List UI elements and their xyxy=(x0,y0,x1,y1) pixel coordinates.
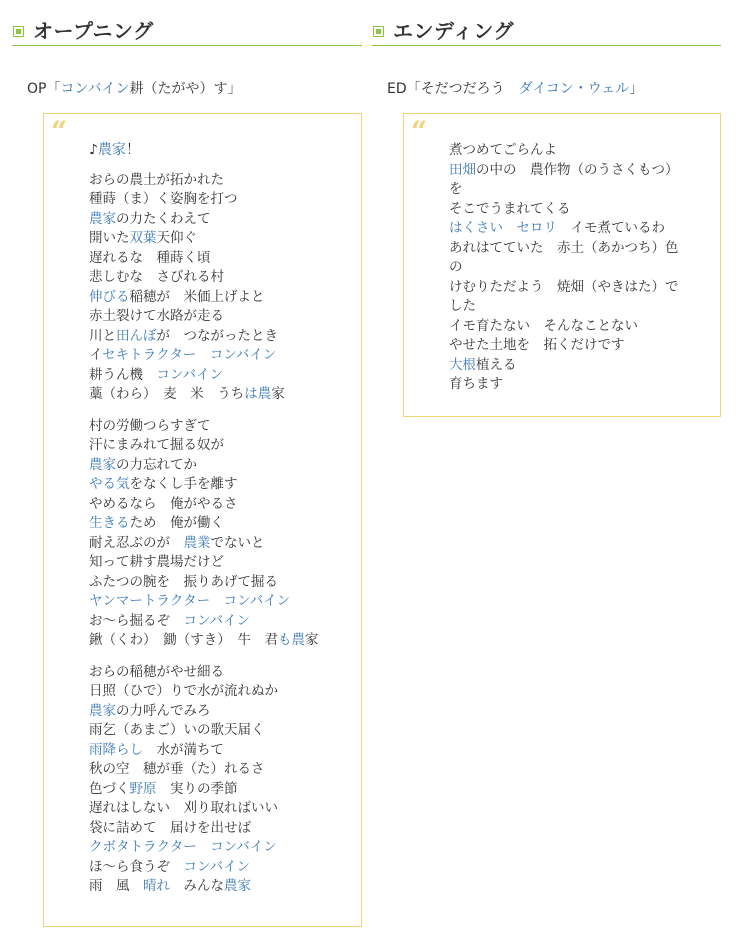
text-segment: 植える xyxy=(476,356,517,373)
lyric-line xyxy=(89,553,319,573)
highlighted-text: 田畑 xyxy=(449,161,476,178)
text-segment: 秋の空 穂が垂（た）れるさ xyxy=(89,761,265,777)
square-bullet-icon xyxy=(373,26,384,37)
highlighted-text: 田んぼ xyxy=(116,327,157,344)
ending-header xyxy=(372,0,721,46)
lyric-line xyxy=(449,336,679,356)
lyric-line xyxy=(89,760,319,780)
highlighted-text: も農 xyxy=(278,632,305,648)
text-segment: 家 xyxy=(305,632,319,648)
lyric-line xyxy=(449,180,679,200)
text-segment: ため 俺が働く xyxy=(129,515,224,531)
highlighted-text: 農家 xyxy=(89,210,116,227)
text-segment: ほ～ら食うぞ xyxy=(89,858,184,875)
text-segment: 川と xyxy=(89,327,116,344)
highlighted-text: 大根 xyxy=(449,356,476,373)
text-segment: 日照（ひで）りで水が流れぬか xyxy=(89,683,278,699)
lyric-line xyxy=(89,249,319,269)
lyric-line xyxy=(89,171,319,191)
lyric-line xyxy=(89,190,319,210)
text-segment: 汗にまみれて掘る奴が xyxy=(89,437,224,453)
text-segment: 耕うん機 xyxy=(89,366,157,383)
text-segment: を xyxy=(449,181,463,197)
highlighted-text: ダイコン・ウェル xyxy=(518,81,630,97)
text-segment: の力たくわえて xyxy=(116,210,211,227)
lyric-line xyxy=(89,819,319,839)
text-segment: 」 xyxy=(629,81,644,97)
lyric-line xyxy=(89,741,319,761)
lyric-line xyxy=(449,239,679,259)
text-segment: 遅れはしない 刈り取ればいい xyxy=(89,800,278,816)
lyric-line xyxy=(89,534,319,554)
op-lyrics-box xyxy=(43,113,362,927)
text-segment: の力呼んでみろ xyxy=(116,702,211,719)
text-segment: ♪ xyxy=(89,142,98,158)
lyric-line xyxy=(89,631,319,651)
text-segment: した xyxy=(449,298,476,314)
highlighted-text: コンバイン xyxy=(183,858,251,875)
text-segment: 雨乞（あまご）いの歌天届く xyxy=(89,722,265,738)
ed-lyrics xyxy=(449,141,679,395)
lyric-line xyxy=(449,317,679,337)
lyric-line xyxy=(89,612,319,632)
lyric-line xyxy=(89,838,319,858)
text-segment: 稲穂が 米価上げよと xyxy=(129,288,265,305)
lyric-line xyxy=(449,278,679,298)
lyric-line xyxy=(89,307,319,327)
highlighted-text: はくさい セロリ xyxy=(449,220,557,236)
square-bullet-icon xyxy=(13,26,24,37)
text-segment: が つながったとき xyxy=(156,327,278,344)
lyric-line xyxy=(89,417,319,437)
text-segment: 実りの季節 xyxy=(156,780,238,797)
text-segment: ふたつの腕を 振りあげて掘る xyxy=(89,573,278,590)
text-segment: 家 xyxy=(271,386,285,402)
highlighted-text: セキトラクター コンバイン xyxy=(102,347,277,363)
highlighted-text: 野原 xyxy=(129,780,157,797)
lyric-stanza xyxy=(89,171,319,405)
lyric-line xyxy=(89,514,319,534)
lyric-line xyxy=(89,858,319,878)
lyric-line xyxy=(89,366,319,386)
highlighted-text: 農家 xyxy=(97,142,126,158)
text-segment: みんな xyxy=(170,878,224,894)
lyric-line xyxy=(449,161,679,181)
lyric-line xyxy=(449,375,679,395)
lyric-line xyxy=(89,229,319,249)
lyric-line xyxy=(89,702,319,722)
lyric-line xyxy=(89,877,319,897)
lyric-line xyxy=(89,327,319,347)
lyric-line xyxy=(89,682,319,702)
lyric-line xyxy=(449,297,679,317)
highlighted-text: コンバイン xyxy=(156,366,224,383)
text-segment: 鍬（くわ） 鋤（すき） 牛 君 xyxy=(89,632,278,648)
lyric-line xyxy=(89,268,319,288)
text-segment: やめるなら 俺がやるさ xyxy=(89,495,238,512)
text-segment: の中の 農作物（のうさくもつ） xyxy=(476,161,679,178)
text-segment: けむりただよう 焼畑（やきはた）で xyxy=(449,278,679,295)
lyric-intro xyxy=(89,141,319,161)
lyric-line xyxy=(449,141,679,161)
text-segment: 雨 風 xyxy=(89,878,143,894)
text-segment: やせた土地を 拓くだけです xyxy=(449,337,625,353)
lyric-line xyxy=(89,573,319,593)
highlighted-text: クボタトラクター コンバイン xyxy=(89,839,277,855)
text-segment: イモ育たない そんなことない xyxy=(449,317,638,334)
lyric-line xyxy=(89,346,319,366)
ed-lyrics-box xyxy=(403,113,721,417)
highlighted-text: コンバイン xyxy=(60,81,130,97)
text-segment: 開いた xyxy=(89,230,130,246)
op-lyrics xyxy=(89,141,319,909)
text-segment: の xyxy=(449,259,463,275)
text-segment: 水が満ちて xyxy=(143,741,224,758)
text-segment: お～ら掘るぞ xyxy=(89,612,184,629)
op-song-title xyxy=(27,78,242,98)
lyric-line xyxy=(449,258,679,278)
lyric-line xyxy=(89,592,319,612)
text-segment: OP「 xyxy=(27,81,61,97)
highlighted-text: 晴れ xyxy=(143,878,170,894)
highlighted-text: 農家 xyxy=(89,702,116,719)
ed-song-title xyxy=(387,78,643,98)
text-segment: 育ちます xyxy=(449,376,503,392)
text-segment: 耐え忍ぶのが xyxy=(89,534,184,551)
lyric-line xyxy=(89,780,319,800)
text-segment: おらの農土が拓かれた xyxy=(89,171,224,188)
highlighted-text: 農家 xyxy=(89,456,116,473)
text-segment: ！ xyxy=(125,142,140,158)
text-segment: 知って耕す農場だけど xyxy=(89,554,224,570)
opening-header xyxy=(12,0,362,46)
lyric-stanza xyxy=(89,663,319,897)
highlighted-text: 農家 xyxy=(224,878,251,894)
lyric-stanza xyxy=(89,417,319,651)
lyric-line xyxy=(449,356,679,376)
ending-heading: エンディング xyxy=(393,19,514,43)
text-segment: 天仰ぐ xyxy=(156,230,197,246)
opening-section xyxy=(12,0,362,894)
lyric-line xyxy=(89,495,319,515)
text-segment: ED「そだつだろう xyxy=(387,81,519,97)
text-segment: 村の労働つらすぎて xyxy=(89,417,211,434)
highlighted-text: ヤンマートラクター コンバイン xyxy=(89,593,291,609)
lyric-line xyxy=(89,210,319,230)
highlighted-text: 双葉 xyxy=(129,230,157,246)
lyric-line xyxy=(449,219,679,239)
lyric-line xyxy=(89,475,319,495)
lyric-line xyxy=(89,385,319,405)
lyric-line xyxy=(89,799,319,819)
highlighted-text: コンバイン xyxy=(183,612,251,629)
text-segment: の力忘れてか xyxy=(116,456,197,473)
highlighted-text: は農 xyxy=(244,386,272,402)
highlighted-text: 農業 xyxy=(183,534,211,551)
ending-section xyxy=(372,0,721,392)
text-segment: をなくし手を離す xyxy=(129,476,238,492)
highlighted-text: 伸びる xyxy=(89,288,130,305)
text-segment: イモ煮ているわ xyxy=(557,220,665,236)
text-segment: 煮つめてごらんよ xyxy=(449,142,557,158)
text-segment: でないと xyxy=(210,534,265,551)
quote-icon: “ xyxy=(51,115,68,148)
text-segment: 遅れるな 種蒔く頃 xyxy=(89,249,211,266)
lyric-line xyxy=(89,721,319,741)
text-segment: イ xyxy=(89,347,103,363)
text-segment: 藁（わら） 麦 米 うち xyxy=(89,386,245,402)
lyric-line xyxy=(89,436,319,456)
text-segment: あれはてていた 赤土（あかつち）色 xyxy=(449,239,679,256)
highlighted-text: 生きる xyxy=(89,515,130,531)
highlighted-text: やる気 xyxy=(89,476,130,492)
lyric-line xyxy=(449,200,679,220)
quote-icon: “ xyxy=(411,115,428,148)
highlighted-text: 雨降らし xyxy=(89,741,143,758)
text-segment: おらの稲穂がやせ細る xyxy=(89,663,224,680)
lyric-line xyxy=(89,288,319,308)
lyric-line xyxy=(89,456,319,476)
lyric-line xyxy=(89,663,319,683)
text-segment: 耕（たがや）す」 xyxy=(129,81,242,97)
text-segment: 悲しむな さびれる村 xyxy=(89,269,224,285)
text-segment: 袋に詰めて 届けを出せば xyxy=(89,819,251,836)
text-segment: 色づく xyxy=(89,780,130,797)
opening-heading: オープニング xyxy=(33,19,154,43)
text-segment: そこでうまれてくる xyxy=(449,200,571,217)
text-segment: 赤土裂けて水路が走る xyxy=(89,308,224,324)
text-segment: 種蒔（ま）く姿胸を打つ xyxy=(89,191,238,207)
